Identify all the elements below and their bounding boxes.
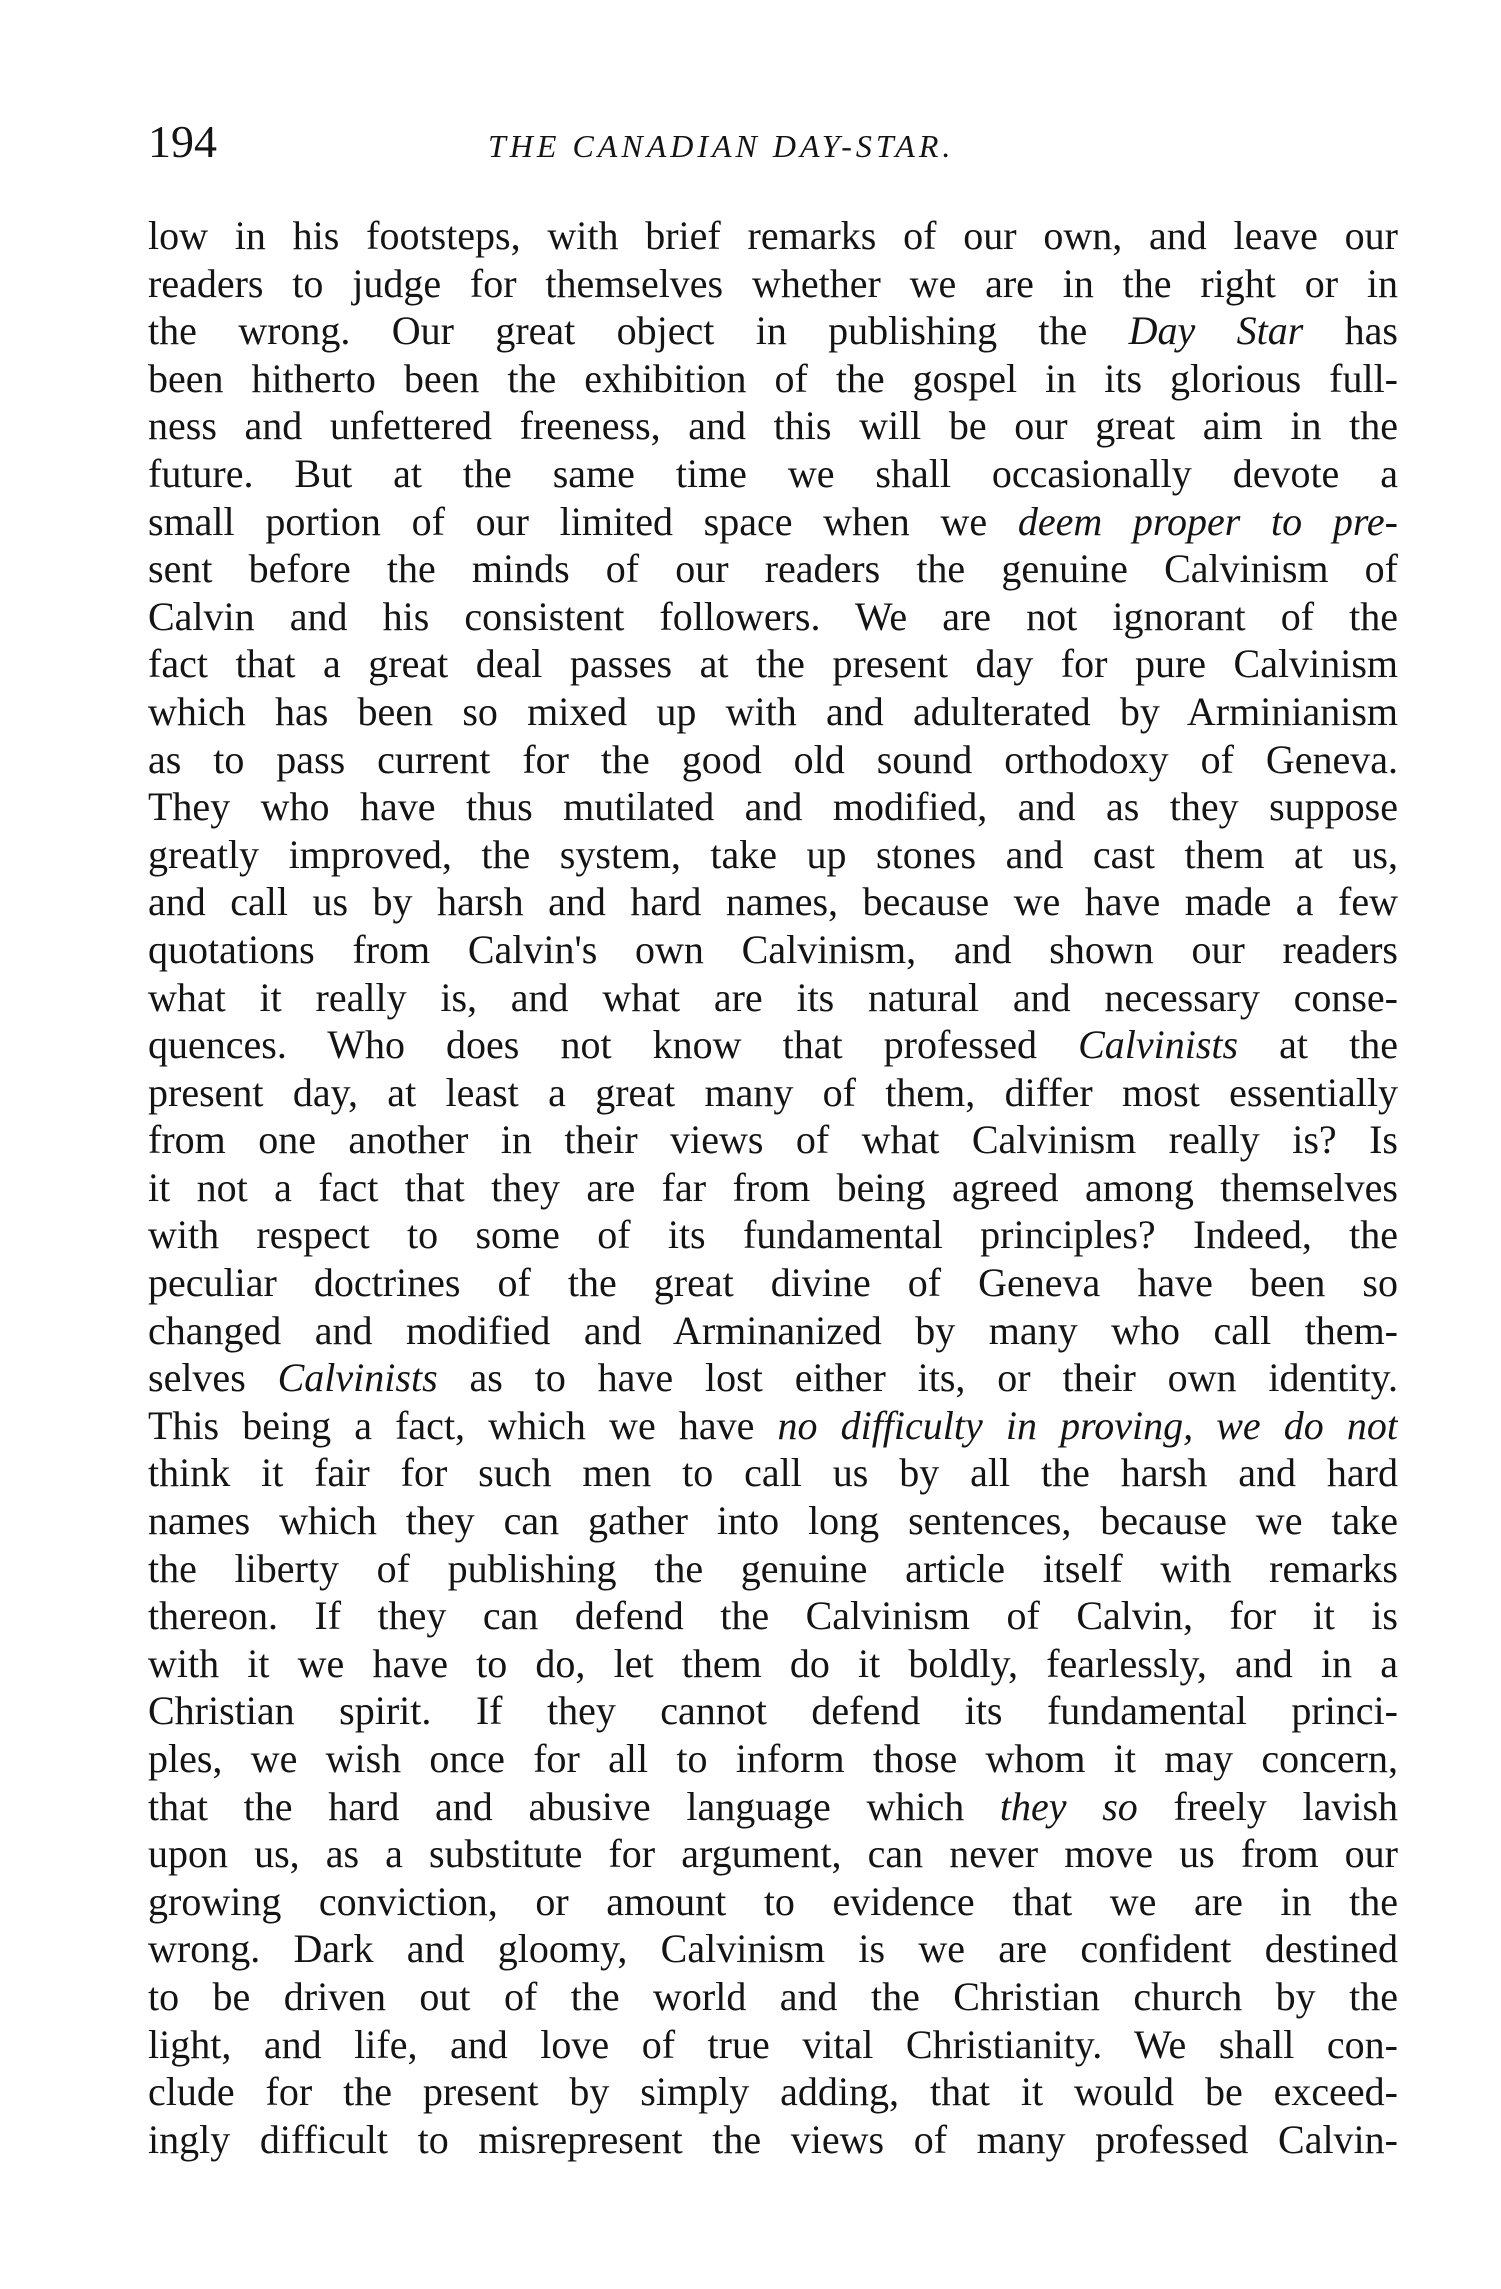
text-line: quotations from Calvin's own Calvinism, and shown our readers — [148, 926, 1398, 972]
italic-phrase: they so — [999, 1783, 1138, 1829]
text-line: with it we have to do, let them do it boldly, fearlessly, and in a — [148, 1640, 1398, 1686]
text-line: with respect to some of its fundamental principles? Indeed, the — [148, 1212, 1398, 1258]
text-line: it not a fact that they are far from being agreed among themselves — [148, 1164, 1398, 1210]
text-line: ingly difficult to misrepresent the views of many professed Calvin- — [148, 2116, 1398, 2162]
text-line: selves Calvinists as to have lost either its, or their own identity. — [148, 1355, 1398, 1401]
italic-phrase: Calvinists — [1078, 1022, 1239, 1068]
text-line: small portion of our limited space when we deem proper to pre- — [148, 498, 1398, 544]
text-line: which has been so mixed up with and adulterated by Arminianism — [148, 688, 1398, 734]
italic-phrase: Day Star — [1128, 308, 1304, 354]
page-number: 194 — [148, 116, 217, 167]
text-line: the wrong. Our great object in publishing the Day Star has — [148, 308, 1398, 354]
text-line: wrong. Dark and gloomy, Calvinism is we are confident destined — [148, 1926, 1398, 1972]
text-line: light, and life, and love of true vital Christianity. We shall con- — [148, 2021, 1398, 2067]
text-line: This being a fact, which we have no difficulty in proving, we do not — [148, 1402, 1398, 1448]
text-line: think it fair for such men to call us by all the harsh and hard — [148, 1450, 1398, 1496]
text-line: and call us by harsh and hard names, because we have made a few — [148, 879, 1398, 925]
text-line: quences. Who does not know that professed Calvinists at the — [148, 1022, 1398, 1068]
text-line: that the hard and abusive language which they so freely lavish — [148, 1783, 1398, 1829]
text-line: from one another in their views of what Calvinism really is? Is — [148, 1117, 1398, 1163]
text-line: what it really is, and what are its natural and necessary conse- — [148, 974, 1398, 1020]
text-line: growing conviction, or amount to evidence that we are in the — [148, 1878, 1398, 1924]
text-line: fact that a great deal passes at the present day for pure Calvinism — [148, 641, 1398, 687]
text-line: future. But at the same time we shall occasionally devote a — [148, 450, 1398, 496]
running-head: THE CANADIAN DAY-STAR. — [488, 128, 955, 164]
italic-phrase: deem proper to pre- — [1017, 498, 1398, 544]
text-line: changed and modified and Arminanized by many who call them- — [148, 1307, 1398, 1353]
text-line: ness and unfettered freeness, and this will be our great aim in the — [148, 403, 1398, 449]
text-line: peculiar doctrines of the great divine of Geneva have been so — [148, 1260, 1398, 1306]
page-header — [148, 112, 1398, 172]
text-line: Christian spirit. If they cannot defend its fundamental princi- — [148, 1688, 1398, 1734]
text-line: the liberty of publishing the genuine article itself with remarks — [148, 1545, 1398, 1591]
text-line: been hitherto been the exhibition of the gospel in its glorious full- — [148, 355, 1398, 401]
text-line: They who have thus mutilated and modified, and as they suppose — [148, 784, 1398, 830]
text-line: clude for the present by simply adding, that it would be exceed- — [148, 2069, 1398, 2115]
text-line: sent before the minds of our readers the genuine Calvinism of — [148, 546, 1398, 592]
text-line: as to pass current for the good old sound orthodoxy of Geneva. — [148, 736, 1398, 782]
text-line: Calvin and his consistent followers. We are not ignorant of the — [148, 593, 1398, 639]
text-line: ples, we wish once for all to inform those whom it may concern, — [148, 1736, 1398, 1781]
text-line: readers to judge for themselves whether we are in the right or in — [148, 260, 1398, 306]
text-line: greatly improved, the system, take up stones and cast them at us, — [148, 831, 1398, 877]
text-line: thereon. If they can defend the Calvinism of Calvin, for it is — [148, 1593, 1398, 1639]
text-line: present day, at least a great many of them, differ most essentially — [148, 1069, 1398, 1115]
italic-phrase: no difficulty in proving, we do not — [777, 1402, 1398, 1448]
text-line: low in his footsteps, with brief remarks of our own, and leave our — [148, 213, 1398, 258]
italic-phrase: Calvinists — [277, 1355, 438, 1401]
body-text — [148, 212, 1398, 2163]
text-line: upon us, as a substitute for argument, can never move us from our — [148, 1831, 1398, 1877]
text-line: to be driven out of the world and the Christian church by the — [148, 1973, 1398, 2019]
text-line: names which they can gather into long sentences, because we take — [148, 1498, 1398, 1544]
